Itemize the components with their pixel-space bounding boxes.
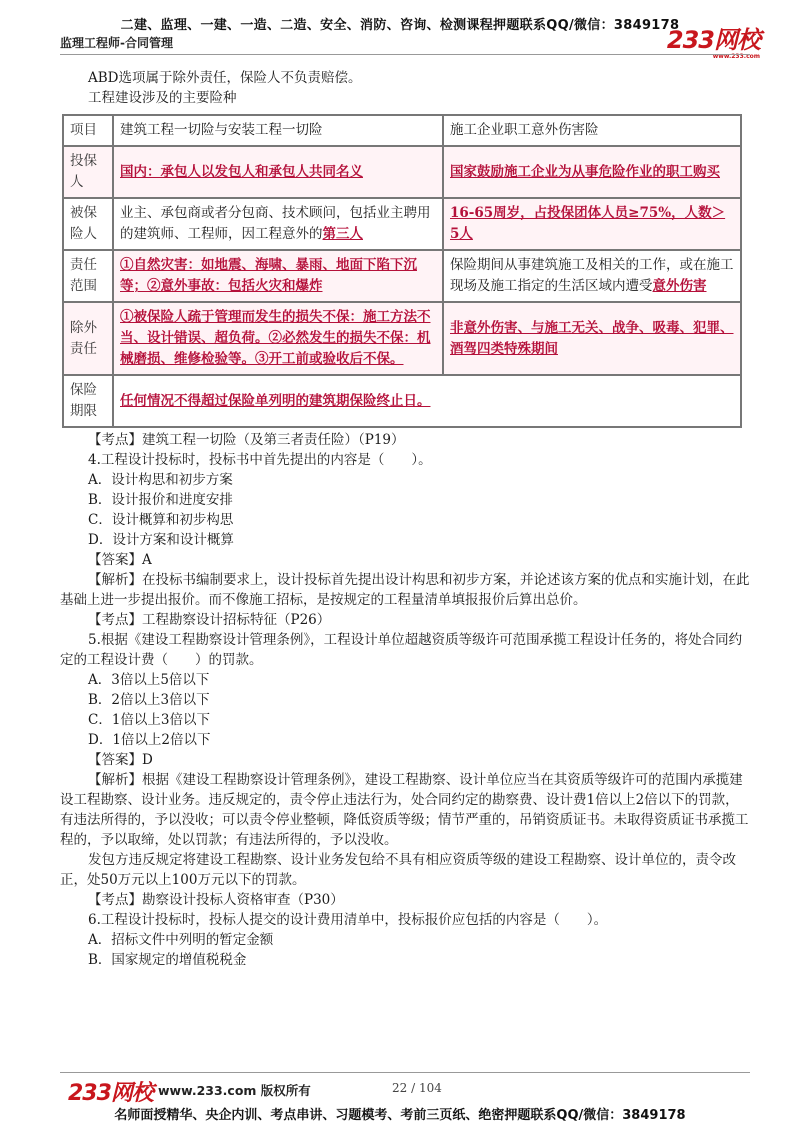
table-head-col1: 建筑工程一切险与安装工程一切险 [113,115,443,146]
option-a: A．设计构思和初步方案 [88,472,233,488]
row-label: 被保险人 [63,198,113,250]
option-d: D．1倍以上2倍以下 [88,732,211,748]
intro-line-2: 工程建设涉及的主要险种 [88,90,237,106]
option-c: C．1倍以上3倍以下 [88,712,211,728]
logo-url: www.233.com [712,53,760,60]
option-b: B．国家规定的增值税税金 [88,952,247,968]
header-divider [60,54,750,55]
cell-text: 国内：承包人以发包人和承包人共同名义 [120,163,363,180]
cell-text: ①被保险人疏于管理而发生的损失不保：施工方法不当、设计错误、超负荷。②必然发生的损失不保：机械磨损、维修检验等。③开工前或验收后不保。 [120,309,431,367]
insurance-table [62,114,742,428]
copyright-text: www.233.com 版权所有 [158,1083,311,1098]
answer: 【答案】A [88,552,152,568]
logo-text: 233网校 [666,26,760,54]
table-head-item: 项目 [63,115,113,146]
intro-line-1: ABD选项属于除外责任，保险人不负责赔偿。 [88,70,362,86]
table-header-row [63,115,741,146]
page-number: 22 / 104 [392,1081,442,1095]
option-b: B．设计报价和进度安排 [88,492,233,508]
cell-text: 非意外伤害、与施工无关、战争、吸毒、犯罪、酒驾四类特殊期间 [450,319,734,357]
table-row [63,198,741,250]
table-row [63,250,741,302]
question-4: 4.工程设计投标时，投标书中首先提出的内容是（ ）。 [88,452,432,468]
document-subtitle: 监理工程师-合同管理 [60,36,173,50]
question-6: 6.工程设计投标时，投标人提交的设计费用清单中，投标报价应包括的内容是（ ）。 [88,912,608,928]
cell-text: 16-65周岁，占投保团体人员≥75%，人数＞5人 [450,205,726,242]
option-c: C．设计概算和初步构思 [88,512,234,528]
bottom-promo-banner: 名师面授精华、央企内训、考点串讲、习题模考、考前三页纸、绝密押题联系QQ/微信：3849178 [114,1108,686,1123]
table-head-col2: 施工企业职工意外伤害险 [443,115,741,146]
table-row [63,146,741,198]
option-b: B．2倍以上3倍以下 [88,692,210,708]
kaodian-3: 【考点】勘察设计投标人资格审查（P30） [88,892,344,908]
cell-text: 任何情况不得超过保险单列明的建筑期保险终止日。 [120,392,431,409]
option-a: A．3倍以上5倍以下 [88,672,210,688]
logo-233-bottom: 233网校 [68,1081,153,1106]
row-label: 保险期限 [63,375,113,427]
cell-text: 国家鼓励施工企业为从事危险作业的职工购买 [450,163,720,180]
cell-text: 保险期间从事建筑施工及相关的工作，或在施工现场及施工指定的生活区域内遭受 [450,257,734,294]
option-d: D．设计方案和设计概算 [88,532,234,548]
question-5: 5.根据《建设工程勘察设计管理条例》，工程设计单位超越资质等级许可范围承揽工程设计任务的，将处合同约定的工程设计费（ ）的罚款。 [60,632,743,668]
kaodian-2: 【考点】工程勘察设计招标特征（P26） [88,612,331,628]
analysis: 【解析】根据《建设工程勘察设计管理条例》，建设工程勘察、设计单位应当在其资质等级许可的范围内承揽建设工程勘察、设计业务。违反规定的，责令停止违法行为，处合同约定的勘察费、设计费1倍以上2倍以下的罚款，有违法所得的，予以没收；可以责令停业整顿，降低资质等级；情节严重的，吊销资质证书。未取得资质证书承揽工程的，予以取缔，处以罚款；有违法所得的，予以没收。 [60,772,749,848]
table-row [63,375,741,427]
row-label: 责任范围 [63,250,113,302]
page-content [60,68,750,970]
top-promo-banner: 二建、监理、一建、一造、二造、安全、消防、咨询、检测课程押题联系QQ/微信：3849178 [120,18,680,33]
table-row [63,302,741,375]
answer: 【答案】D [88,752,153,768]
row-label: 投保人 [63,146,113,198]
kaodian-1: 【考点】建筑工程一切险（及第三者责任险）（P19） [88,432,405,448]
footer-divider [60,1072,750,1073]
option-a: A．招标文件中列明的暂定金额 [88,932,274,948]
cell-highlight: 第三人 [322,226,363,242]
analysis-extra: 发包方违反规定将建设工程勘察、设计业务发包给不具有相应资质等级的建设工程勘察、设计单位的，责令改正，处50万元以上100万元以下的罚款。 [60,852,736,888]
row-label: 除外责任 [63,302,113,375]
cell-text: 业主、承包商或者分包商、技术顾问，包括业主聘用的建筑师、工程师，因工程意外的 [120,205,431,242]
cell-text: ①自然灾害：如地震、海啸、暴雨、地面下陷下沉等；②意外事故：包括火灾和爆炸 [120,257,417,294]
cell-highlight: 意外伤害 [652,278,707,294]
analysis: 【解析】在投标书编制要求上，设计投标首先提出设计构思和初步方案，并论述该方案的优点和实施计划，在此基础上进一步提出报价。而不像施工招标，是按规定的工程量清单填报报价后算出总价。 [60,572,750,608]
